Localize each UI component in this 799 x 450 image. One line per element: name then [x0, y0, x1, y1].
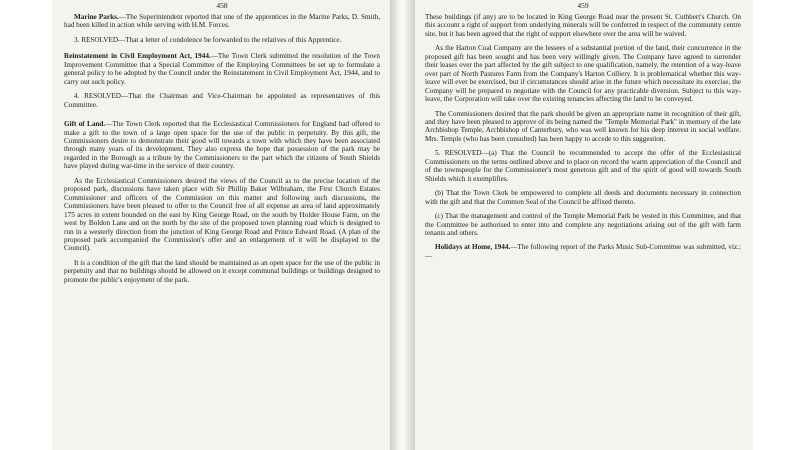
paragraph-resolution-3: 3. RESOLVED—That a letter of condolence be forwarded to the relatives of this Apprentice.	[74, 35, 342, 44]
paragraph-gift-of-land	[64, 120, 380, 171]
right-page	[415, 0, 753, 450]
heading-gift-of-land: Gift of Land.	[64, 120, 106, 129]
paragraph-resolution-4: 4. RESOLVED—That the Chairman and Vice-Chairman be appointed as representatives of this Committee.	[64, 92, 380, 109]
text-marine-parks: —The Superintendent reported that one of the apprentices in the Marine Parks, D. Smith, had been killed in action while serving with H.M. Forces.	[64, 13, 380, 30]
paragraph-location-discussions: As the Ecclesiastical Commissioners desired the views of the Council as to the precise location of the proposed park, discussions have taken place with Sir Phillip Baker Wilbraham, the First Church Estates Commissioner and officers of the Commission on this matter and following such discussions, the Commissioners have been pleased to offer to the Council free of all expense an area of land approximately 175 acres in extent bounded on the east by King George Road, on the south by Holder House Farm, on the west by Boldon Lane and on the north by the site of the proposed town planning road which is designed to run in a westerly direction from the junction of King George Road and Prince Edward Road. (A plan of the proposed park accompanied the Commission's offer and an enlargement of it will be displayed to the Council).	[64, 176, 380, 253]
paragraph-resolution-5b: (b) That the Town Clerk be empowered to complete all deeds and documents necessary in connection with the gift and that the Common Seal of the Council be affixed thereto.	[425, 189, 741, 206]
paragraph-buildings-location: These buildings (if any) are to be located in King George Road near the present St. Cuthbert's Church. On this account a right of support from underlying minerals will be conferred in respect of the community centre site, but it has been agreed that the right of support elsewhere over the area will be waived.	[425, 13, 741, 38]
paragraph-gift-condition: It is a condition of the gift that the land should be maintained as an open space for the use of the public in perpetuity and that no buildings should be allowed on it except communal buildings or buildings designed to promote the public's enjoyment of the park.	[64, 258, 380, 284]
book-gutter	[390, 0, 415, 450]
heading-reinstatement-act: Reinstatement in Civil Employment Act, 1944.	[64, 52, 211, 61]
page-number-right: 459	[577, 1, 589, 10]
paragraph-park-name: The Commissioners desired that the park should be given an appropriate name in recognition of their gift, and they have been pleased to approve of its being named the "Temple Memorial Park" in memory of the late Archbishop Temple, Archbishop of Canterbury, who was well known for his deep interest in social welfare. Mrs. Temple (who has been consulted) has been happy to accede to this suggestion.	[425, 109, 741, 143]
paragraph-holidays-at-home	[425, 243, 741, 260]
page-number-left: 458	[216, 1, 228, 10]
paragraph-marine-parks	[64, 13, 380, 30]
text-holidays-at-home: —The following report of the Parks Music Sub-Committee was submitted, viz.:—	[425, 243, 741, 260]
text-gift-of-land: —The Town Clerk reported that the Ecclesiastical Commissioners for England had offered to make a gift to the town of a large open space for the use of the public in perpetuity. By this gift, the Commissioners desire to demonstrate their good will towards a town with which they have been associated through many years of its development. They also express the hope that possession of the park may be regarded in the Borough as a tribute by the Commissioners to the part which the citizens of South Shields have played during war-time in the service of their country.	[64, 120, 380, 171]
heading-marine-parks: Marine Parks.	[74, 13, 119, 21]
heading-holidays-at-home: Holidays at Home, 1944.	[435, 243, 511, 252]
text-reinstatement-act: —The Town Clerk submitted the resolution of the Town Improvement Committee that a Special Committee of the Employing Committees be set up to formulate a general policy to be adopted by the Council under the Reinstatement in Civil Employment Act, 1944, and to carry out such policy.	[64, 52, 381, 86]
paragraph-resolution-5c: (c) That the management and control of the Temple Memorial Park be vested in this Committee, and that the Committee be authorised to enter into and complete any negotiations arising out of the gift with farm tenants and others.	[425, 212, 741, 237]
paragraph-resolution-5a: 5. RESOLVED—(a) That the Council be recommended to accept the offer of the Ecclesiastical Commissioners on the terms outlined above and to place on record the warm appreciation of the Council and of the townspeople for the Commissioner's most generous gift and of the spirit of good will towards South Shields which it exemplifies.	[425, 149, 741, 183]
left-page	[52, 0, 390, 450]
paragraph-reinstatement-act	[64, 52, 380, 86]
paragraph-harton-coal: As the Harton Coal Company are the lessees of a substantial portion of the land, their concurrence in the proposed gift has been sought and has been very willingly given. The Company have agreed to surrender their leases over the part affected by the gift subject to one qualification, namely, the retention of a way-leave over part of North Pastures Farm from the Company's Harton Colliery. It is problematical whether this way-leave will ever be exercised, but if circumstances should arise in the future which necessitate its exercise, the Company will be prepared to negotiate with the Council for any practicable diversion. Subject to this way-leave, the Corporation will take over the existing tenancies affecting the land to be conveyed.	[425, 44, 741, 104]
